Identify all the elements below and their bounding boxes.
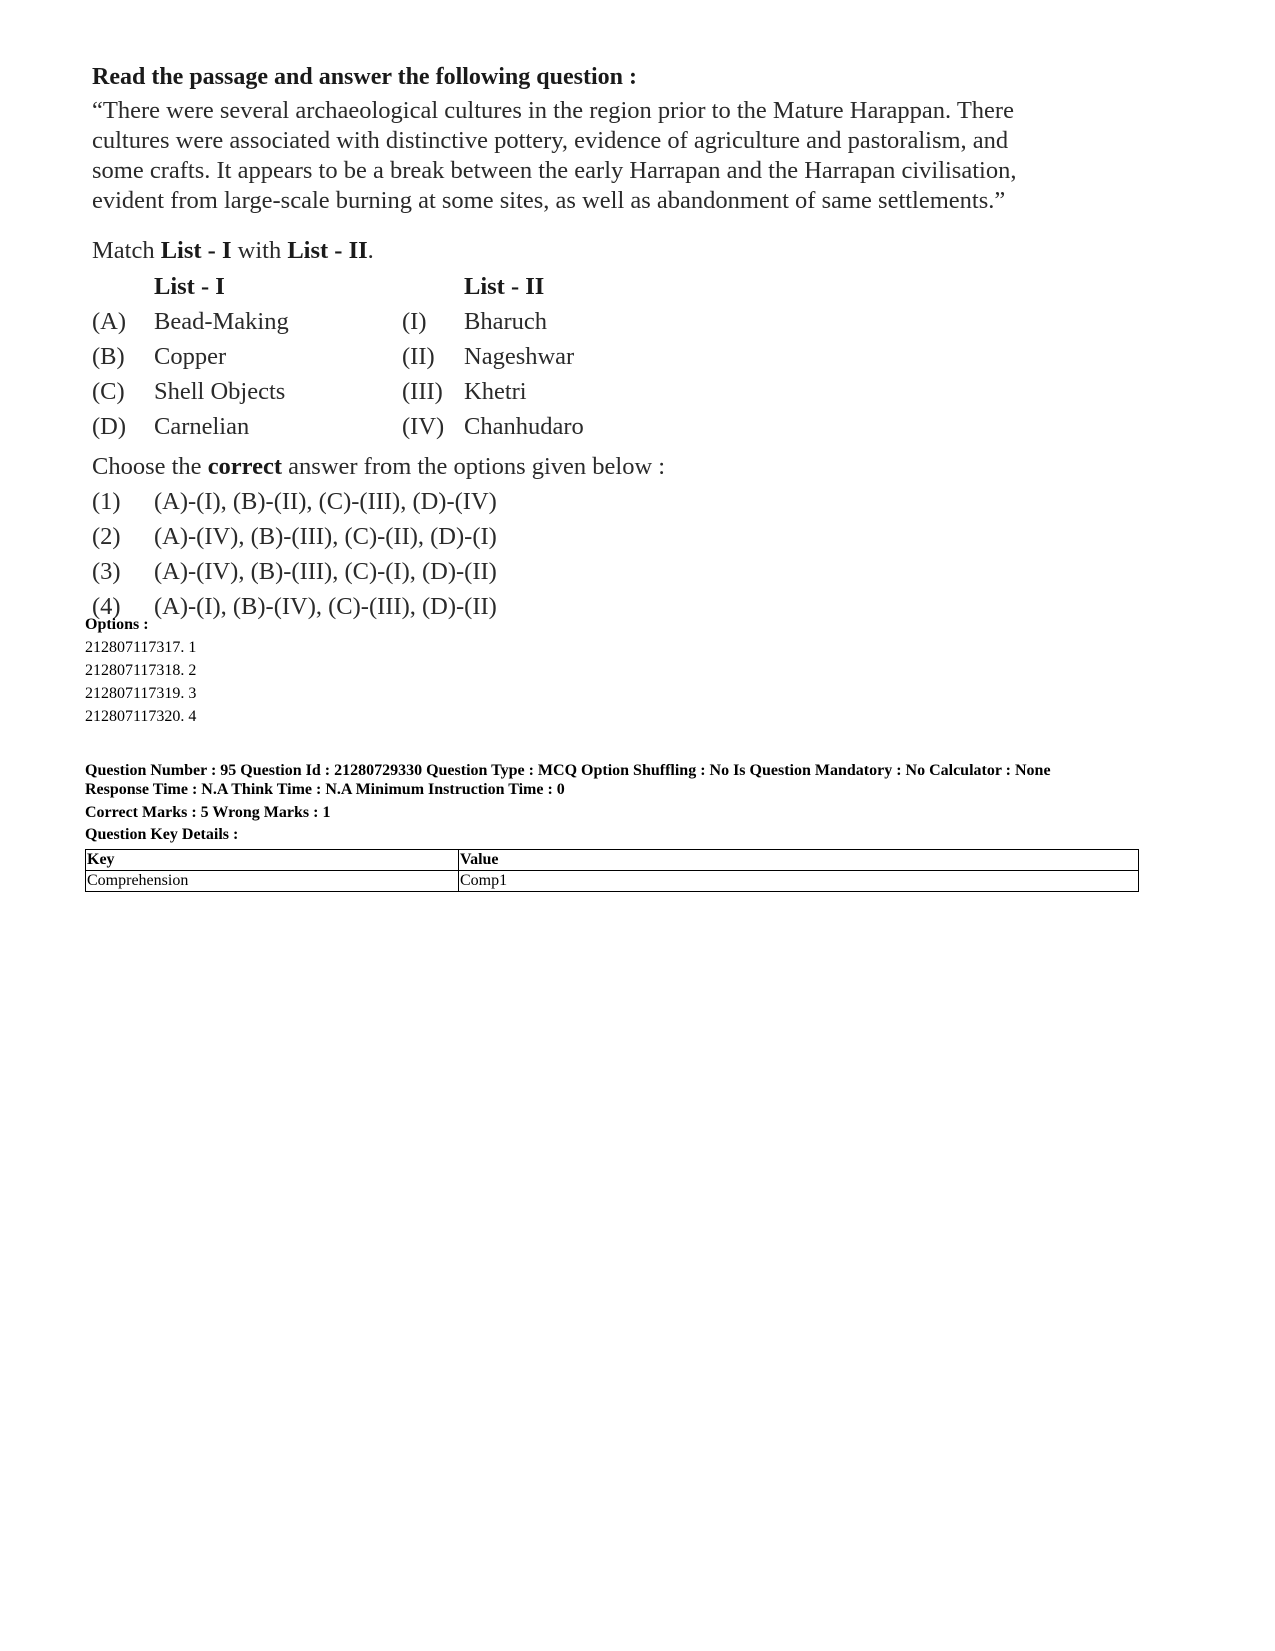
answer-text: (A)-(I), (B)-(IV), (C)-(III), (D)-(II): [154, 593, 497, 620]
match-row: [92, 374, 792, 410]
match-list2: List - II: [287, 237, 368, 264]
answer-number: (1): [92, 488, 121, 515]
key-details-table: [85, 849, 1139, 892]
list1-header: List - I: [154, 273, 225, 300]
answer-option: [92, 554, 1192, 589]
row-label-2: (IV): [402, 413, 445, 440]
row-item-1: Bead-Making: [154, 308, 289, 335]
row-item-1: Carnelian: [154, 413, 250, 440]
option-id: 212807117319. 3: [85, 685, 197, 702]
row-label-1: (C): [92, 378, 125, 405]
header-value: Value: [459, 850, 1139, 871]
match-list1: List - I: [160, 237, 232, 264]
row-item-2: Nageshwar: [464, 343, 575, 370]
question-heading: Read the passage and answer the following question :: [92, 64, 637, 90]
table-row: [86, 871, 1139, 892]
passage-line: evident from large-scale burning at some sites, as well as abandonment of same settlements.”: [92, 187, 1006, 214]
match-end: .: [367, 237, 374, 264]
row-item-2: Khetri: [464, 378, 527, 405]
answer-number: (3): [92, 558, 121, 585]
match-with: with: [231, 237, 288, 264]
match-row: [92, 409, 792, 445]
passage: [92, 96, 1192, 216]
match-row: [92, 304, 792, 340]
match-row: [92, 339, 792, 375]
choose-bold: correct: [207, 453, 283, 480]
answer-option: [92, 484, 1192, 519]
row-item-1: Copper: [154, 343, 227, 370]
option-id: 212807117320. 4: [85, 708, 197, 725]
question-info: [85, 761, 1145, 799]
answer-option: [92, 519, 1192, 554]
question-image: [92, 58, 1192, 624]
row-label-2: (I): [402, 308, 427, 335]
passage-line: “There were several archaeological cultures in the region prior to the Mature Harappan. There: [92, 97, 1014, 124]
row-label-1: (D): [92, 413, 127, 440]
marks-info: Correct Marks : 5 Wrong Marks : 1: [85, 804, 331, 821]
match-prefix: Match: [92, 237, 161, 264]
match-instruction: [92, 234, 1192, 268]
row-item-1: Shell Objects: [154, 378, 286, 405]
choose-prefix: Choose the: [92, 453, 208, 480]
row-item-2: Bharuch: [464, 308, 547, 335]
table-header-row: [86, 850, 1139, 871]
answer-number: (2): [92, 523, 121, 550]
row-label-2: (II): [402, 343, 435, 370]
cell-value: Comp1: [459, 871, 1139, 892]
row-item-2: Chanhudaro: [464, 413, 584, 440]
question-metadata: [85, 614, 1145, 892]
cell-key: Comprehension: [86, 871, 459, 892]
list2-header: List - II: [464, 273, 545, 300]
answer-number: (4): [92, 593, 121, 620]
answer-text: (A)-(IV), (B)-(III), (C)-(II), (D)-(I): [154, 523, 497, 550]
question-info-line2: Response Time : N.A Think Time : N.A Minimum Instruction Time : 0: [85, 781, 565, 798]
match-list-table: [92, 270, 1192, 450]
option-id: 212807117318. 2: [85, 662, 197, 679]
answer-text: (A)-(IV), (B)-(III), (C)-(I), (D)-(II): [154, 558, 497, 585]
passage-line: some crafts. It appears to be a break between the early Harrapan and the Harrapan civilisation,: [92, 157, 1017, 184]
answer-text: (A)-(I), (B)-(II), (C)-(III), (D)-(IV): [154, 488, 497, 515]
option-id: 212807117317. 1: [85, 639, 197, 656]
question-info-line1: Question Number : 95 Question Id : 21280729330 Question Type : MCQ Option Shuffling : No Is Question Mandatory : No Calculator : None: [85, 762, 1051, 779]
row-label-1: (B): [92, 343, 125, 370]
row-label-2: (III): [402, 378, 443, 405]
choose-suffix: answer from the options given below :: [282, 453, 666, 480]
passage-line: cultures were associated with distinctive pottery, evidence of agriculture and pastoralism, and: [92, 127, 1009, 154]
key-details-title: Question Key Details :: [85, 826, 239, 843]
choose-instruction: [92, 450, 1192, 484]
header-key: Key: [86, 850, 459, 871]
options-title: Options :: [85, 616, 149, 633]
row-label-1: (A): [92, 308, 127, 335]
